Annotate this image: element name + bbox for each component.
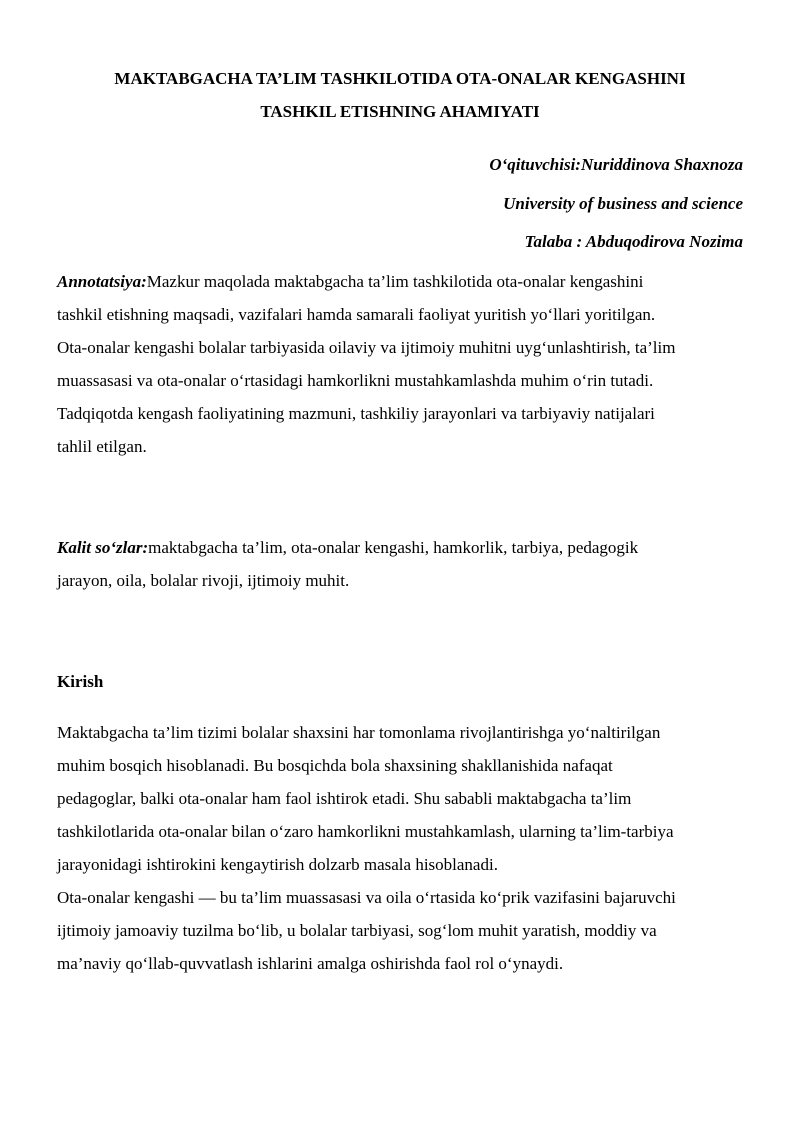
intro-line: muhim bosqich hisoblanadi. Bu bosqichda bola shaxsining shakllanishida nafaqat — [57, 756, 613, 775]
author-block — [489, 146, 743, 262]
abstract-line: Tadqiqotda kengash faoliyatining mazmuni, tashkiliy jarayonlari va tarbiyaviy natijalari — [57, 404, 655, 423]
intro-line: ma’naviy qo‘llab-quvvatlash ishlarini amalga oshirishda faol rol o‘ynaydi. — [57, 954, 564, 973]
university-name: University of business and science — [503, 193, 743, 213]
abstract-line: Ota-onalar kengashi bolalar tarbiyasida oilaviy va ijtimoiy muhitni uyg‘unlashtirish, ta’lim — [57, 338, 676, 357]
student-name: Talaba : Abduqodirova Nozima — [524, 232, 743, 251]
intro-line: tashkilotlarida ota-onalar bilan o‘zaro hamkorlikni mustahkamlash, ularning ta’lim-tarbiya — [57, 822, 674, 841]
abstract-line — [57, 265, 743, 298]
intro-line: Maktabgacha ta’lim tizimi bolalar shaxsini har tomonlama rivojlantirishga yo‘naltirilgan — [57, 723, 661, 742]
keywords-line: jarayon, oila, bolalar rivoji, ijtimoiy muhit. — [57, 571, 350, 590]
abstract-line-text: Mazkur maqolada maktabgacha ta’lim tashkilotida ota-onalar kengashini — [146, 272, 644, 291]
intro-line: Ota-onalar kengashi — bu ta’lim muassasasi va oila o‘rtasida ko‘prik vazifasini bajaruvchi — [57, 888, 676, 907]
abstract-line: muassasasi va ota-onalar o‘rtasidagi hamkorlikni mustahkamlashda muhim o‘rin tutadi. — [57, 371, 654, 390]
intro-line: pedagoglar, balki ota-onalar ham faol ishtirok etadi. Shu sababli maktabgacha ta’lim — [57, 789, 632, 808]
keywords-label: Kalit so‘zlar: — [57, 538, 149, 557]
section-heading-intro: Kirish — [57, 672, 104, 691]
keywords-line — [57, 531, 743, 564]
keywords-paragraph — [57, 531, 743, 597]
paper-title-line-2: TASHKIL ETISHNING AHAMIYATI — [260, 102, 540, 121]
abstract-line: tahlil etilgan. — [57, 437, 147, 456]
intro-line: ijtimoiy jamoaviy tuzilma bo‘lib, u bolalar tarbiyasi, sog‘lom muhit yaratish, moddiy va — [57, 921, 657, 940]
abstract-paragraph — [57, 265, 743, 463]
paper-title — [57, 62, 743, 128]
paper-title-line-1: MAKTABGACHA TA’LIM TASHKILOTIDA OTA-ONALAR KENGASHINI — [114, 69, 686, 88]
teacher-name: O‘qituvchisi:Nuriddinova Shaxnoza — [489, 155, 743, 174]
keywords-line-text: maktabgacha ta’lim, ota-onalar kengashi, hamkorlik, tarbiya, pedagogik — [148, 538, 639, 557]
intro-paragraph — [57, 716, 743, 980]
abstract-line: tashkil etishning maqsadi, vazifalari hamda samarali faoliyat yuritish yo‘llari yoritilgan. — [57, 305, 656, 324]
abstract-label: Annotatsiya: — [57, 272, 147, 291]
intro-line: jarayonidagi ishtirokini kengaytirish dolzarb masala hisoblanadi. — [57, 855, 498, 874]
